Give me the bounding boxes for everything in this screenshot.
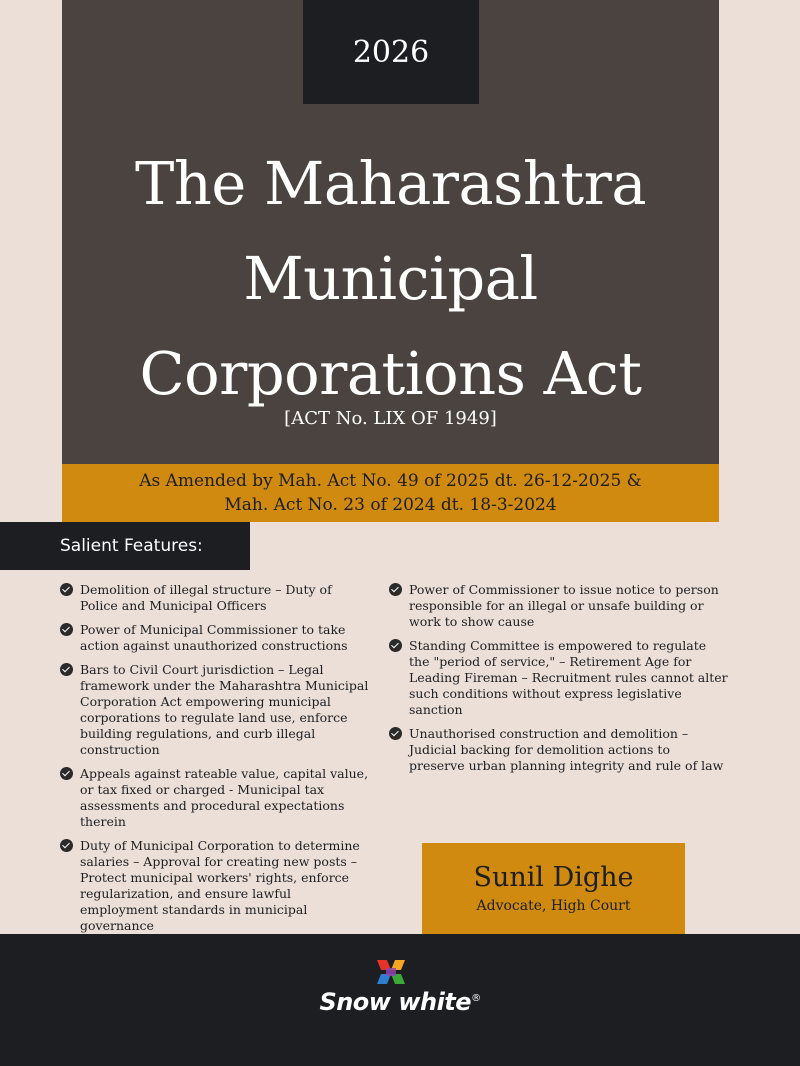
title-line-3: Corporations Act: [139, 339, 642, 408]
check-circle-icon: [389, 583, 402, 596]
publisher-name: Snow white: [319, 988, 472, 1016]
title-line-1: The Maharashtra: [134, 149, 647, 218]
features-right-column: [389, 582, 729, 782]
amendment-line-1: As Amended by Mah. Act No. 49 of 2025 dt. 26-12-2025 &: [139, 471, 642, 491]
amendment-banner: [62, 464, 719, 522]
book-title: [62, 136, 719, 421]
publisher-logo: [300, 988, 500, 1016]
check-circle-icon: [60, 623, 73, 636]
feature-text: Demolition of illegal structure – Duty of Police and Municipal Officers: [80, 582, 332, 613]
feature-item: [60, 582, 370, 614]
feature-item: [389, 638, 729, 718]
feature-text: Standing Committee is empowered to regulate the "period of service," – Retirement Age for Leading Fireman – Recruitment rules cannot alter such conditions without express legislative sanction: [409, 638, 728, 717]
feature-item: [389, 726, 729, 774]
check-circle-icon: [60, 839, 73, 852]
feature-item: [60, 662, 370, 758]
feature-text: Power of Commissioner to issue notice to person responsible for an illegal or unsafe building or work to show cause: [409, 582, 719, 629]
feature-text: Power of Municipal Commissioner to take action against unauthorized constructions: [80, 622, 348, 653]
multicolor-cross-icon: [374, 958, 408, 986]
check-circle-icon: [60, 583, 73, 596]
author-role: Advocate, High Court: [476, 897, 631, 914]
feature-item: [389, 582, 729, 630]
feature-item: [60, 838, 370, 934]
edition-year: 2026: [303, 0, 479, 104]
feature-item: [60, 622, 370, 654]
registered-mark: ®: [471, 993, 481, 1004]
feature-text: Bars to Civil Court jurisdiction – Legal framework under the Maharashtra Municipal Corporation Act empowering municipal corporations to regulate land use, enforce building regulations, and curb illegal construction: [80, 662, 369, 757]
act-number: [ACT No. LIX OF 1949]: [284, 408, 497, 429]
feature-text: Duty of Municipal Corporation to determine salaries – Approval for creating new posts – Protect municipal workers' rights, enforce regularization, and ensure lawful employment standards in municipal governance: [80, 838, 360, 933]
author-box: [422, 843, 685, 934]
salient-features-heading: Salient Features:: [0, 522, 250, 570]
features-left-column: [60, 582, 370, 942]
check-circle-icon: [389, 639, 402, 652]
feature-text: Appeals against rateable value, capital value, or tax fixed or charged - Municipal tax assessments and procedural expectations therein: [80, 766, 369, 829]
check-circle-icon: [389, 727, 402, 740]
check-circle-icon: [60, 767, 73, 780]
feature-item: [60, 766, 370, 830]
check-circle-icon: [60, 663, 73, 676]
amendment-line-2: Mah. Act No. 23 of 2024 dt. 18-3-2024: [224, 495, 557, 515]
feature-text: Unauthorised construction and demolition – Judicial backing for demolition actions to preserve urban planning integrity and rule of law: [409, 726, 724, 773]
author-name: Sunil Dighe: [473, 861, 634, 893]
title-line-2: Municipal: [243, 244, 538, 313]
